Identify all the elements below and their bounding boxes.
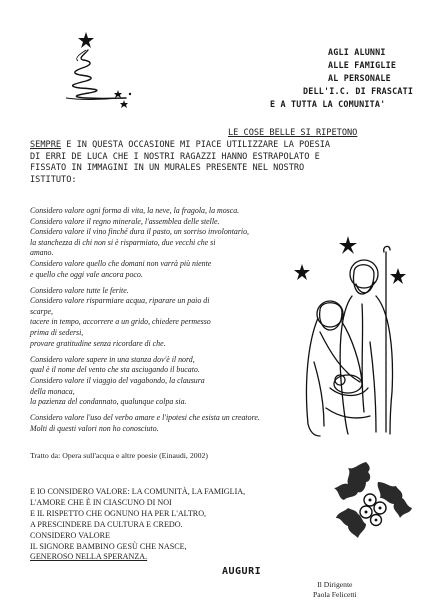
poem-line: Considero valore il vino finché dura il pasto, un sorriso involontario, (30, 227, 250, 237)
recipient-line: DELL'I.C. DI FRASCATI (303, 86, 414, 96)
poem-line: amano. (30, 248, 54, 258)
poem-line: e quello che oggi vale ancora poco. (30, 269, 143, 279)
poem-source: Tratto da: Opera sull'acqua e altre poesie (Einaudi, 2002) (30, 451, 209, 460)
poem-line: provare gratitudine senza ricordare di che. (30, 338, 166, 348)
poem-line: Considero valore risparmiare acqua, riparare un paio di (30, 296, 210, 306)
poem-line: Considero valore l'uso del verbo amare e l'ipotesi che esista un creatore. (30, 413, 260, 423)
poem-stanza (30, 413, 280, 434)
poem-line: Molti di questi valori non ho conosciuto. (30, 423, 159, 433)
holly-illustration (318, 452, 418, 544)
auguri-heading: AUGURI (222, 566, 262, 577)
poem-line: Considero valore tutte le ferite. (30, 285, 129, 295)
recipient-line: E A TUTTA LA COMUNITA' (270, 99, 386, 109)
closing-line: GENEROSO NELLA SPERANZA. (30, 552, 148, 562)
poem-line: Considero valore il viaggio del vagabondo, la clausura (30, 375, 205, 385)
closing-line: L'AMORE CHE È IN CIASCUNO DI NOI (30, 497, 172, 507)
intro-line: DI ERRI DE LUCA CHE I NOSTRI RAGAZZI HANNO ESTRAPOLATO E (30, 151, 320, 162)
poem-line: la stanchezza di chi non si è risparmiato, due vecchi che si (30, 237, 216, 247)
poem-line: Considero valore sapere in una stanza dov'è il nord, (30, 354, 195, 364)
christmas-tree-icon (56, 20, 136, 110)
poem-line: prima di sedersi, (30, 328, 84, 338)
poem-stanza (30, 206, 280, 280)
intro-line: ISTITUTO: (30, 175, 77, 186)
poem (30, 206, 280, 440)
nativity-illustration (290, 212, 420, 442)
intro-paragraph (30, 128, 410, 187)
poem-line: tacere in tempo, accorrere a un grido, chiedere permesso (30, 317, 211, 327)
closing-line: IL SIGNORE BAMBINO GESÙ CHE NASCE, (30, 541, 187, 551)
closing-line: CONSIDERO VALORE (30, 530, 110, 540)
signature-name: Paola Felicetti (313, 590, 357, 599)
poem-line: Considero valore ogni forma di vita, la neve, la fragola, la mosca. (30, 206, 240, 215)
recipient-line: AGLI ALUNNI (328, 47, 386, 57)
poem-line: qual è il nome del vento che sta asciugando il bucato. (30, 365, 200, 375)
poem-line: Considero valore quello che domani non varrà più niente (30, 258, 212, 268)
intro-line: SEMPRE E IN QUESTA OCCASIONE MI PIACE UTILIZZARE LA POESIA (30, 139, 331, 150)
signature-role: Il Dirigente (317, 580, 353, 589)
closing-line: A PRESCINDERE DA CULTURA E CREDO. (30, 519, 183, 529)
closing-paragraph (30, 487, 300, 563)
closing-line: E IO CONSIDERO VALORE: LA COMUNITÀ, LA FAMIGLIA, (30, 487, 246, 496)
recipients-block (258, 46, 426, 111)
closing-line: E IL RISPETTO CHE OGNUNO HA PER L'ALTRO, (30, 508, 207, 518)
poem-line: Considero valore il regno minerale, l'assemblea delle stelle. (30, 216, 220, 226)
intro-line: LE COSE BELLE SI RIPETONO (228, 128, 358, 138)
signature-block (313, 580, 357, 600)
poem-line: della monaca, (30, 386, 75, 396)
recipient-line: ALLE FAMIGLIE (328, 60, 397, 70)
recipient-line: AL PERSONALE (328, 73, 391, 83)
poem-stanza (30, 286, 280, 350)
poem-stanza (30, 355, 280, 408)
poem-line: la pazienza del condannato, qualunque colpa sia. (30, 397, 187, 407)
poem-line: scarpe, (30, 306, 54, 316)
intro-line: FISSATO IN IMMAGINI IN UN MURALES PRESENTE NEL NOSTRO (30, 163, 305, 174)
